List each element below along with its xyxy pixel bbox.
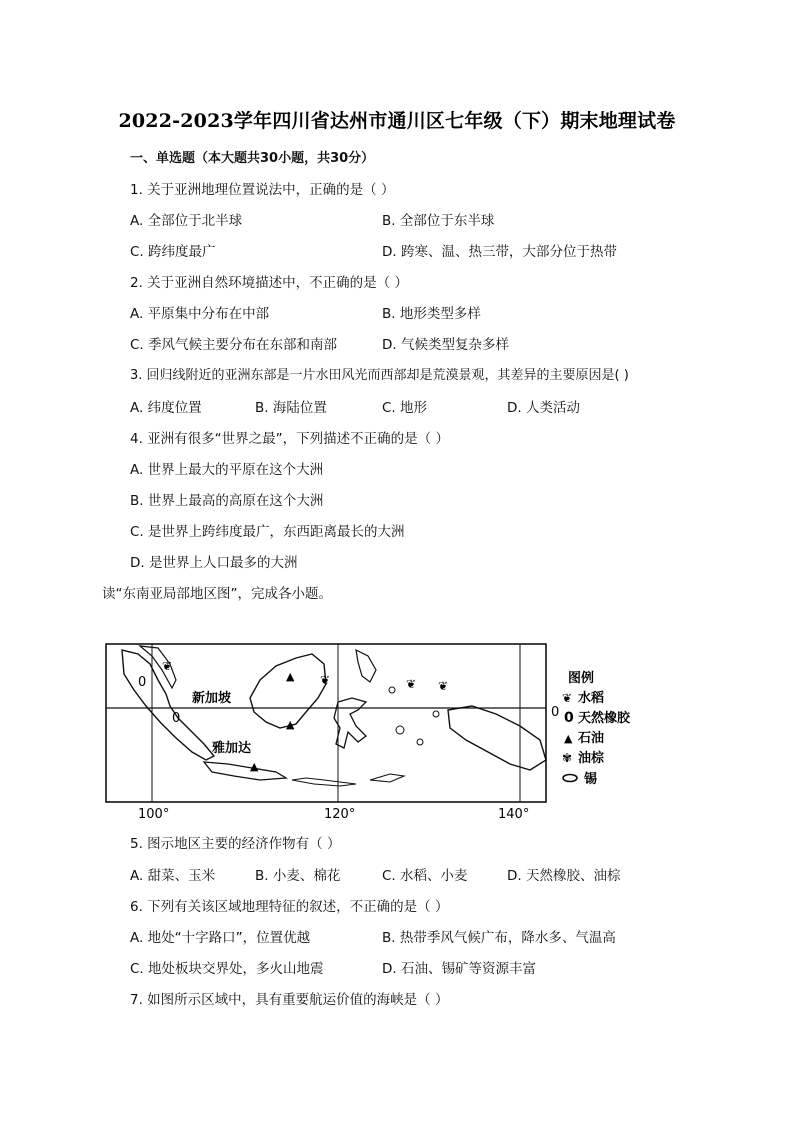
question-1-stem: 1. 关于亚洲地理位置说法中，正确的是（ ） bbox=[130, 182, 395, 198]
question-2-option-a: A. 平原集中分布在中部 bbox=[130, 306, 270, 322]
java-landmass bbox=[204, 762, 286, 780]
question-1-option-b: B. 全部位于东半球 bbox=[382, 213, 495, 229]
legend-item-oil: 石油 bbox=[578, 731, 605, 746]
question-2-option-c: C. 季风气候主要分布在东部和南部 bbox=[130, 337, 338, 353]
question-6-option-a: A. 地处“十字路口”，位置优越 bbox=[130, 930, 311, 946]
question-5-option-d: D. 天然橡胶、油棕 bbox=[507, 868, 621, 884]
sulawesi-landmass bbox=[334, 698, 366, 748]
legend-item-palm: 油棕 bbox=[578, 751, 605, 766]
question-1-option-a: A. 全部位于北半球 bbox=[130, 213, 243, 229]
question-6-stem: 6. 下列有关该区域地理特征的叙述，不正确的是（ ） bbox=[130, 899, 449, 915]
question-4-option-b: B. 世界上最高的高原在这个大洲 bbox=[130, 493, 324, 509]
question-6-option-c: C. 地处板块交界处，多火山地震 bbox=[130, 961, 324, 977]
singapore-label: 新加坡 bbox=[192, 691, 232, 706]
oil-symbol: ▲ bbox=[286, 718, 295, 731]
rubber-symbol: 0 bbox=[138, 675, 147, 690]
southeast-asia-map bbox=[100, 640, 660, 820]
question-1-option-d: D. 跨寒、温、热三带，大部分位于热带 bbox=[382, 244, 617, 260]
question-5-option-b: B. 小麦、棉花 bbox=[255, 868, 341, 884]
question-3-option-b: B. 海陆位置 bbox=[255, 400, 327, 416]
borneo-landmass bbox=[250, 654, 326, 728]
question-3-option-d: D. 人类活动 bbox=[507, 400, 580, 416]
palm-symbol: ❦ bbox=[162, 659, 173, 673]
palm-symbol: ❦ bbox=[320, 673, 331, 687]
island bbox=[389, 687, 395, 693]
new-guinea-landmass bbox=[448, 706, 546, 770]
tin-legend-icon bbox=[563, 775, 577, 782]
section-heading: 一、单选题（本大题共30小题，共30分） bbox=[130, 151, 375, 166]
question-2-option-b: B. 地形类型多样 bbox=[382, 306, 481, 322]
question-1-option-c: C. 跨纬度最广 bbox=[130, 244, 216, 260]
longitude-100-label: 100° bbox=[138, 807, 170, 820]
question-4-stem: 4. 亚洲有很多“世界之最”，下列描述不正确的是（ ） bbox=[130, 431, 449, 447]
island bbox=[396, 726, 404, 734]
page-title: 2022-2023学年四川省达州市通川区七年级（下）期末地理试卷 bbox=[118, 110, 676, 132]
question-3-option-a: A. 纬度位置 bbox=[130, 400, 202, 416]
question-4-option-d: D. 是世界上人口最多的大洲 bbox=[130, 555, 298, 571]
philippines-landmass bbox=[356, 650, 376, 682]
question-4-option-a: A. 世界上最大的平原在这个大洲 bbox=[130, 462, 324, 478]
oil-legend-icon: ▲ bbox=[564, 732, 573, 745]
jakarta-label: 雅加达 bbox=[212, 741, 252, 756]
rice-legend-icon: ❦ bbox=[562, 691, 573, 705]
question-6-option-b: B. 热带季风气候广布，降水多、气温高 bbox=[382, 930, 616, 946]
latitude-0-label: 0 bbox=[551, 705, 560, 720]
legend-item-tin: 锡 bbox=[584, 772, 598, 787]
question-7-stem: 7. 如图所示区域中，具有重要航运价值的海峡是（ ） bbox=[130, 992, 449, 1008]
legend-item-rubber: 天然橡胶 bbox=[578, 711, 631, 726]
longitude-120-label: 120° bbox=[324, 807, 356, 820]
oil-symbol: ▲ bbox=[286, 670, 295, 683]
palm-symbol: ❦ bbox=[438, 679, 449, 693]
rubber-symbol: 0 bbox=[172, 711, 181, 726]
question-5-stem: 5. 图示地区主要的经济作物有（ ） bbox=[130, 836, 341, 852]
legend-item-rice: 水稻 bbox=[578, 691, 605, 706]
legend-title: 图例 bbox=[568, 671, 595, 686]
island bbox=[433, 711, 439, 717]
lesser-sunda-islands bbox=[292, 778, 356, 786]
reading-instruction: 读“东南亚局部地区图”，完成各小题。 bbox=[102, 586, 332, 602]
question-6-option-d: D. 石油、锡矿等资源丰富 bbox=[382, 961, 536, 977]
question-3-stem: 3. 回归线附近的亚洲东部是一片水田风光而西部却是荒漠景观，其差异的主要原因是( ) bbox=[130, 368, 629, 383]
island bbox=[417, 739, 423, 745]
longitude-140-label: 140° bbox=[498, 807, 530, 820]
question-4-option-c: C. 是世界上跨纬度最广，东西距离最长的大洲 bbox=[130, 524, 405, 540]
question-2-stem: 2. 关于亚洲自然环境描述中，不正确的是（ ） bbox=[130, 275, 408, 291]
question-3-option-c: C. 地形 bbox=[382, 400, 428, 416]
palm-legend-icon: ✾ bbox=[562, 751, 573, 765]
question-5-option-a: A. 甜菜、玉米 bbox=[130, 868, 216, 884]
question-5-option-c: C. 水稻、小麦 bbox=[382, 868, 468, 884]
palm-symbol: ❦ bbox=[406, 677, 417, 691]
timor-island bbox=[370, 774, 404, 782]
oil-symbol: ▲ bbox=[250, 760, 259, 773]
rubber-legend-icon: 0 bbox=[564, 710, 574, 726]
question-2-option-d: D. 气候类型复杂多样 bbox=[382, 337, 509, 353]
